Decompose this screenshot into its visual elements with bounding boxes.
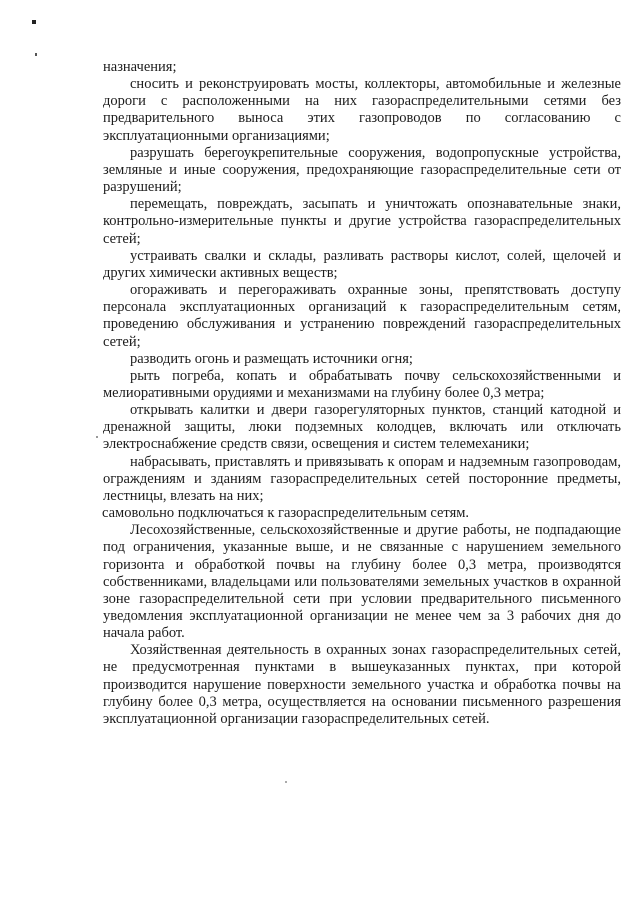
paragraph: сносить и реконструировать мосты, коллекторы, автомобильные и железные дороги с расположенными на них газораспределительными сетями без предварительного выноса этих газопроводов по согласованию с эксплуатационными организациями;	[103, 76, 621, 144]
scan-speck	[96, 436, 98, 438]
paragraph: рыть погреба, копать и обрабатывать почву сельскохозяйственными и мелиоративными орудиями и механизмами на глубину более 0,3 метра;	[103, 367, 621, 401]
scan-mark	[35, 53, 37, 56]
scan-speck	[285, 781, 287, 783]
paragraph: Хозяйственная деятельность в охранных зонах газораспределительных сетей, не предусмотренная пунктами в вышеуказанных пунктах, при которой производится нарушение поверхности земельного участка и обработка почвы на глубину более 0,3 метра, осуществляется на основании письменного разрешения эксплуатационной организации газораспределительных сетей.	[103, 642, 621, 727]
scan-mark	[32, 20, 36, 24]
paragraph: перемещать, повреждать, засыпать и уничтожать опознавательные знаки, контрольно-измерительные пункты и другие устройства газораспределительных сетей;	[103, 196, 621, 247]
paragraph: открывать калитки и двери газорегуляторных пунктов, станций катодной и дренажной защиты, люки подземных колодцев, включать или отключать электроснабжение средств связи, освещения и систем телемеханики;	[103, 402, 621, 453]
paragraph: устраивать свалки и склады, разливать растворы кислот, солей, щелочей и других химически активных веществ;	[103, 247, 621, 281]
paragraph: набрасывать, приставлять и привязывать к опорам и надземным газопроводам, ограждениям и зданиям газораспределительных сетей посторонние предметы, лестницы, влезать на них;	[103, 453, 621, 504]
paragraph: назначения;	[103, 59, 177, 75]
document-body	[103, 59, 621, 728]
paragraph: разводить огонь и размещать источники огня;	[130, 350, 413, 367]
paragraph: разрушать берегоукрепительные сооружения, водопропускные устройства, земляные и иные сооружения, предохраняющие газораспределительные сети от разрушений;	[103, 144, 621, 196]
paragraph: огораживать и перегораживать охранные зоны, препятствовать доступу персонала эксплуатационных организаций к газораспределительным сетям, проведению обслуживания и устранению повреждений газораспределительных сетей;	[103, 282, 621, 350]
paragraph: самовольно подключаться к газораспределительным сетям.	[102, 505, 470, 522]
paragraph: Лесохозяйственные, сельскохозяйственные и другие работы, не подпадающие под ограничения, указанные выше, и не связанные с нарушением земельного горизонта и обработкой почвы на глубину более 0,3 метра, производятся собственниками, владельцами или пользователями земельных участков в охранной зоне газораспределительной сети при условии предварительного письменного уведомления эксплуатационной организации не менее чем за 3 рабочих дня до начала работ.	[103, 522, 621, 642]
